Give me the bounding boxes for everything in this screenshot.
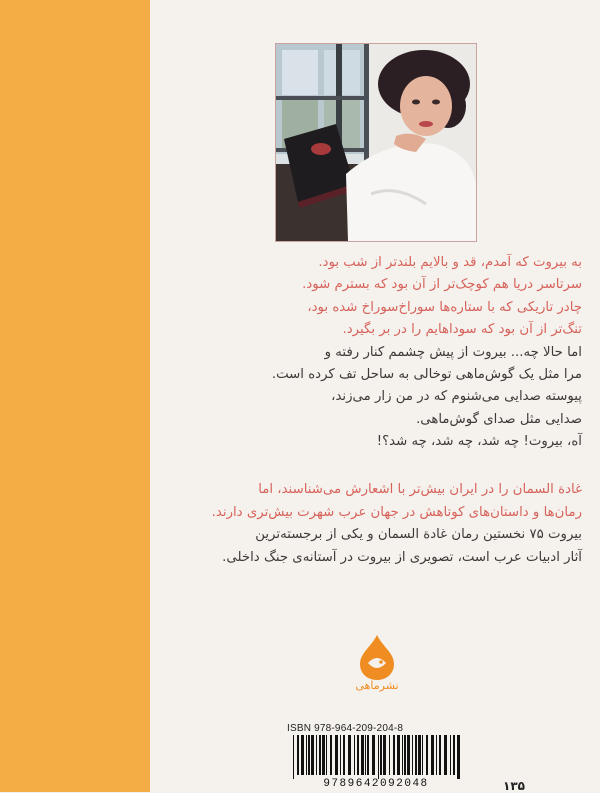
price: ۱۳۵ [503, 779, 525, 793]
barcode-bar [436, 735, 437, 775]
barcode-bar [330, 735, 332, 775]
blurb-line: بیروت ۷۵ نخستین رمان غادة السمان و یکی از برجسته‌ترین [255, 527, 582, 543]
book-blurb [170, 479, 582, 569]
poem-line: به بیروت که آمدم، قد و بالایم بلندتر از شب بود. [318, 255, 582, 270]
blurb-line: غادة السمان را در ایران بیش‌تر با اشعارش می‌شناسند، اما [258, 482, 582, 497]
barcode-bar [426, 735, 428, 775]
barcode-bar [293, 735, 294, 779]
poem-line: سرتاسر دریا هم کوچک‌تر از آن بود که بسترم شود. [302, 277, 582, 293]
barcode-bar [407, 735, 410, 775]
barcode-bar [383, 735, 386, 775]
barcode-bar [308, 735, 310, 775]
fish-drop-icon [352, 633, 402, 681]
barcode-bar [397, 735, 400, 775]
barcode-bar [326, 735, 327, 775]
barcode-bar [357, 735, 359, 775]
barcode-bar [343, 735, 345, 775]
barcode-bar [393, 735, 395, 775]
barcode-bar [450, 735, 451, 775]
barcode-bar [361, 735, 364, 775]
isbn-label: ISBN 978-964-209-204-8 [287, 723, 404, 734]
barcode-bar [322, 735, 325, 775]
barcode-bar [404, 735, 406, 775]
barcode-digits: 9789642092048 [323, 778, 429, 790]
poem-line: صدایی مثل صدای گوش‌ماهی. [416, 411, 582, 427]
publisher-name: نشرماهی [355, 679, 399, 692]
barcode-bar [444, 735, 447, 775]
barcode-bar [412, 735, 413, 775]
barcode-bar [297, 735, 299, 775]
barcode-bar [301, 735, 304, 775]
barcode-bar [380, 735, 382, 775]
barcode-bar [378, 735, 379, 779]
barcode-bar [319, 735, 321, 775]
blurb-line: آثار ادبیات عرب است، تصویری از بیروت در آستانه‌ی جنگ داخلی. [222, 549, 582, 565]
barcode-bar [415, 735, 417, 775]
barcode-bar [439, 735, 441, 775]
barcode-bar [457, 735, 460, 779]
barcode-bar [431, 735, 434, 775]
barcode-bar [422, 735, 423, 775]
poem-line: آه، بیروت! چه شد، چه شد، چه شد؟! [376, 434, 582, 450]
barcode-bar [340, 735, 341, 775]
back-cover [150, 0, 600, 792]
barcode-bar [389, 735, 390, 775]
barcode-bar [306, 735, 307, 775]
barcode-bar [372, 735, 375, 775]
poem-line: اما حالا چه... بیروت از پیش چشمم کنار رفته و [324, 344, 582, 360]
barcode-bar [367, 735, 369, 775]
poem-line: تنگ‌تر از آن بود که سوداهایم را در بر بگیرد. [342, 322, 582, 338]
poem-excerpt [170, 252, 582, 454]
book-spine [0, 0, 150, 792]
poem-line: پیوسته صدایی می‌شنوم که در من زار می‌زند، [331, 389, 582, 405]
barcode-bar [348, 735, 351, 775]
barcode-bar [335, 735, 338, 775]
barcode-bar [354, 735, 355, 775]
barcode-bar [402, 735, 403, 775]
publisher-logo [352, 633, 402, 703]
poem-line: مرا مثل یک گوش‌ماهی توخالی به ساحل تف کرده است. [271, 367, 582, 383]
barcode-bar [311, 735, 314, 775]
barcode-bar [316, 735, 317, 775]
barcode-bar [453, 735, 455, 775]
barcode-bar [418, 735, 421, 775]
poem-line: چادر تاریکی که با ستاره‌ها سوراخ‌سوراخ شده بود، [307, 299, 582, 315]
author-photo [275, 43, 477, 242]
barcode-bar [365, 735, 366, 775]
blurb-line: رمان‌ها و داستان‌های کوتاهش در جهان عرب شهرت بیش‌تری دارند. [211, 504, 582, 520]
